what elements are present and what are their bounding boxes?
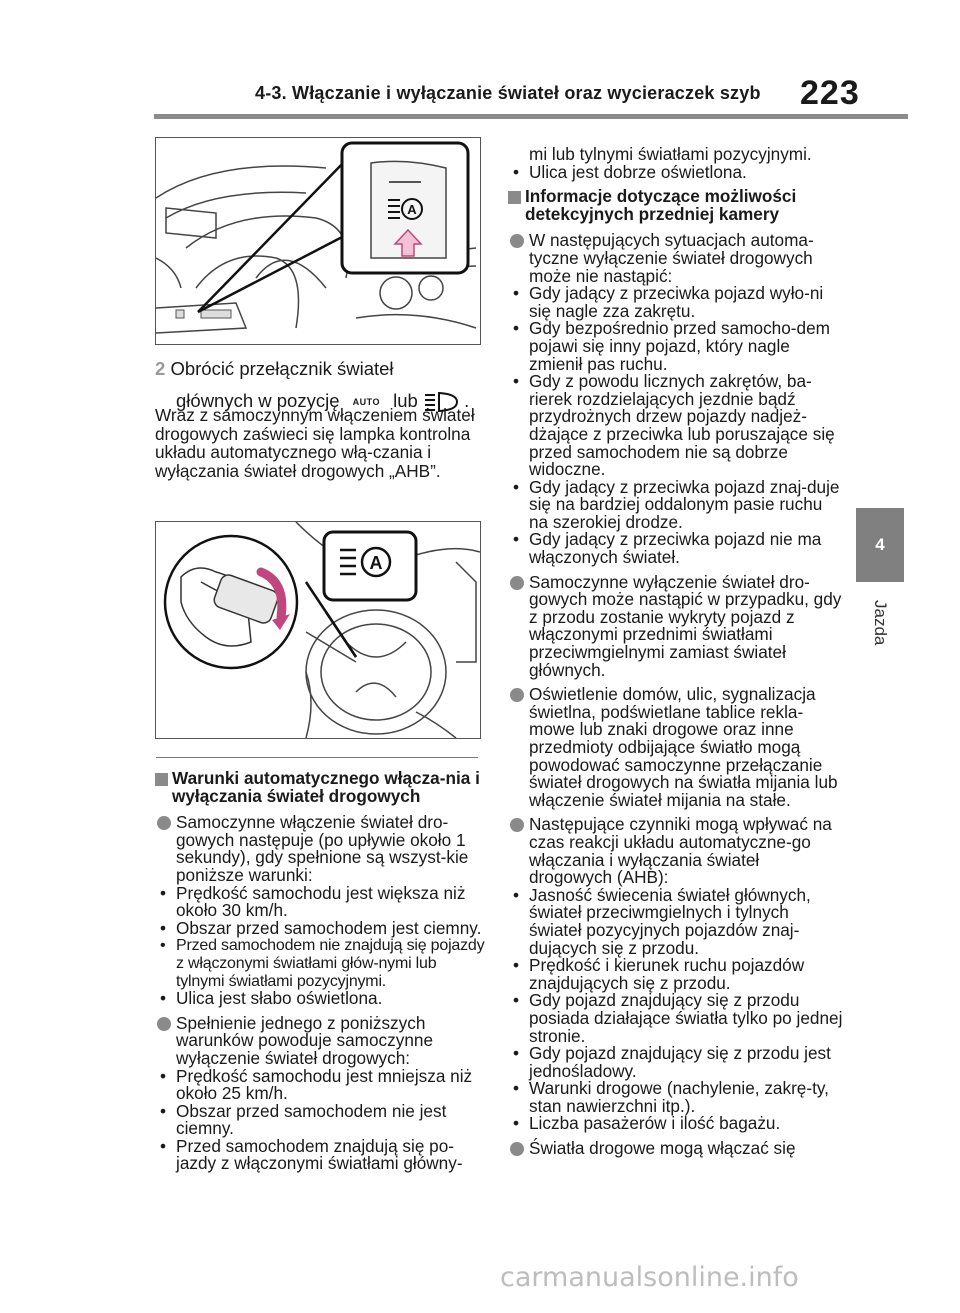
section-heading: Warunki automatycznego włącza-nia i wyłączania świateł drogowych <box>155 770 485 805</box>
list-item: • Gdy bezpośrednio przed samocho-dem pojawi się inny pojazd, który nagle zmienił pas ruchu. <box>513 318 830 374</box>
step-lub: lub <box>393 390 418 411</box>
step-number: 2 <box>155 358 166 379</box>
info-paragraph: Oświetlenie domów, ulic, sygnalizacja świetlna, podświetlane tablice rekla-mowe lub znaki drogowe oraz inne przedmioty odbijające światło mogą powodować samoczynne przełączanie świateł drogowych na światła mijania lub włączenie świateł mijania na stałe. <box>508 686 846 809</box>
header-rule <box>154 114 908 119</box>
list-item: • Ulica jest dobrze oświetlona. <box>513 161 747 182</box>
header-title: 4-3. Włączanie i wyłączanie świateł oraz wycieraczek szyb <box>255 83 761 103</box>
info-paragraph: W następujących sytuacjach automa-tyczne wyłączenie świateł drogowych może nie nastąpić: <box>508 232 846 285</box>
section-divider <box>156 757 478 758</box>
info-paragraph: Następujące czynniki mogą wpływać na czas reakcji układu automatyczne-go włączania i wyłączania świateł drogowych (AHB): <box>508 816 846 886</box>
figure1-letter: A <box>407 202 417 217</box>
right-column <box>508 146 846 1158</box>
continued-text: mi lub tylnymi światłami pozycyjnymi. <box>529 144 812 164</box>
list-item: • Prędkość i kierunek ruchu pojazdów znajdujących się z przodu. <box>513 955 805 993</box>
watermark: carmanualsonline.info <box>500 1262 799 1293</box>
left-column <box>155 770 485 1173</box>
step-line1: Obrócić przełącznik świateł <box>170 358 394 379</box>
list-item: • Prędkość samochodu jest większa niż około 30 km/h. <box>160 882 466 921</box>
list-item: • Gdy pojazd znajdujący się z przodu jest jednośladowy. <box>513 1043 831 1081</box>
figure-dashboard-indicator <box>155 137 481 345</box>
list-item: • Obszar przed samochodem jest ciemny. <box>160 917 482 938</box>
list-item: • Gdy z powodu licznych zakrętów, ba-rierek rozdzielających jezdnie bądź przydrożnych drzew pojazdy nadjeż-dżające z przeciwka lub poruszające się przed samochodem nie są dobrze widoczne. <box>513 371 835 480</box>
chapter-tab: 4 <box>856 508 904 582</box>
list-item: • Przed samochodem nie znajdują się pojazdy z włączonymi światłami głów-nymi lub tylnymi światłami pozycyjnymi. <box>160 937 485 990</box>
list-item: • Przed samochodem znajdują się po-jazdy z włączonymi światłami główny- <box>160 1135 463 1174</box>
info-paragraph: Samoczynne wyłączenie świateł dro-gowych może nastąpić w przypadku, gdy z przodu zostanie wykryty pojazd z włączonymi przednimi światłami przeciwmgielnymi zamiast świateł głównych. <box>508 574 846 680</box>
step-description: Wraz z samoczynnym włączeniem świateł drogowych zaświeci się lampka kontrolna układu automatycznego włą-czania i wyłączania świateł drogowych „AHB”. <box>155 405 475 481</box>
list-item: • Jasność świecenia świateł głównych, świateł przeciwmgielnych i tylnych świateł pozycyjnych pojazdów znaj-dujących się z przodu. <box>513 884 811 958</box>
dashboard-illustration <box>156 138 480 344</box>
chapter-label: Jazda <box>871 600 890 646</box>
steering-illustration <box>156 522 480 738</box>
list-item: • Gdy pojazd znajdujący się z przodu posiada działające światła tylko po jednej stronie. <box>513 990 843 1046</box>
info-paragraph: Światła drogowe mogą włączać się <box>508 1140 846 1158</box>
list-item: • Obszar przed samochodem nie jest ciemny. <box>160 1100 447 1139</box>
list-item: • Gdy jadący z przeciwka pojazd wyło-ni się nagle zza zakrętu. <box>513 283 824 321</box>
figure2-letter: A <box>369 553 383 573</box>
auto-icon: AUTO <box>352 397 380 408</box>
section-heading: Informacje dotyczące możliwości detekcyjnych przedniej kamery <box>508 188 846 223</box>
list-item: • Ulica jest słabo oświetlona. <box>160 988 383 1009</box>
condition-paragraph: Spełnienie jednego z poniższych warunków powoduje samoczynne wyłączenie świateł drogowych: <box>155 1015 485 1068</box>
step-end: . <box>464 390 470 411</box>
page-number: 223 <box>800 74 860 112</box>
list-item: • Warunki drogowe (nachylenie, zakrę-ty, stan nawierzchni itp.). <box>513 1078 829 1116</box>
list-item: • Prędkość samochodu jest mniejsza niż około 25 km/h. <box>160 1065 473 1104</box>
list-item: • Liczba pasażerów i ilość bagażu. <box>513 1113 781 1134</box>
list-item: • Gdy jadący z przeciwka pojazd nie ma włączonych świateł. <box>513 529 822 568</box>
condition-paragraph: Samoczynne włączenie świateł dro-gowych następuje (po upływie około 1 sekundy), gdy spełnione są wszyst-kie poniższe warunki: <box>155 814 485 884</box>
step-line2: głównych w pozycję <box>176 390 340 411</box>
list-item: • Gdy jadący z przeciwka pojazd znaj-duje się na bardziej oddalonym pasie ruchu na szerokiej drodze. <box>513 476 840 532</box>
figure-lever-rotation <box>155 521 481 739</box>
